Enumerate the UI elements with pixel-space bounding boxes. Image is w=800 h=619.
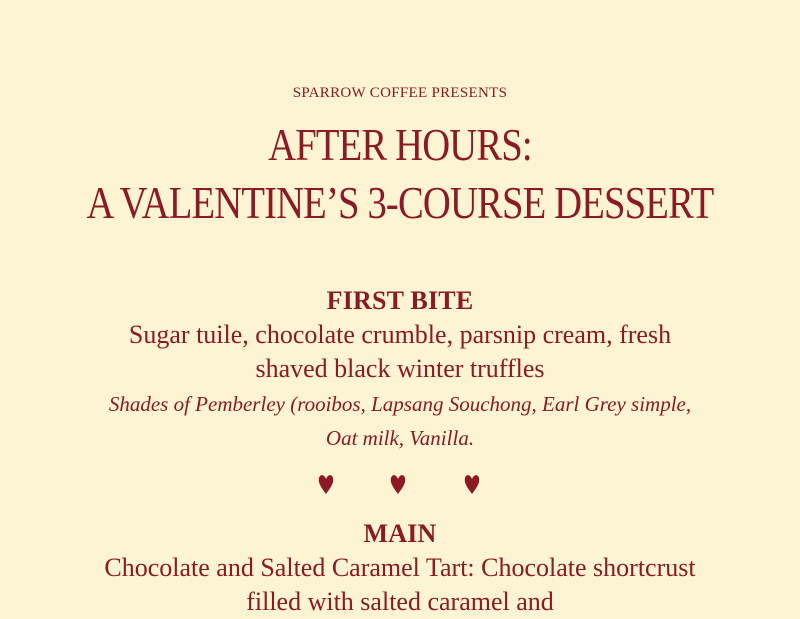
menu-title-line-1: AFTER HOURS: (268, 119, 532, 170)
presenter-line: SPARROW COFFEE PRESENTS (292, 85, 508, 101)
menu-title-line-2: A VALENTINE’S 3-COURSE DESSERT (86, 177, 714, 228)
heart-icon (388, 470, 408, 498)
course-description-first-bite: Sugar tuile, chocolate crumble, parsnip cream, fresh shaved black winter truffles (128, 320, 672, 383)
heart-icon (462, 470, 482, 498)
course-heading-main: MAIN (363, 519, 437, 548)
course-description-main: Chocolate and Salted Caramel Tart: Chocolate shortcrust filled with salted caramel and (104, 553, 696, 616)
course-pairing-first-bite: Shades of Pemberley (rooibos, Lapsang Souchong, Earl Grey simple, Oat milk, Vanilla. (108, 392, 692, 450)
heart-icon (316, 470, 336, 498)
course-heading-first-bite: FIRST BITE (326, 286, 474, 315)
heart-divider (0, 470, 800, 500)
